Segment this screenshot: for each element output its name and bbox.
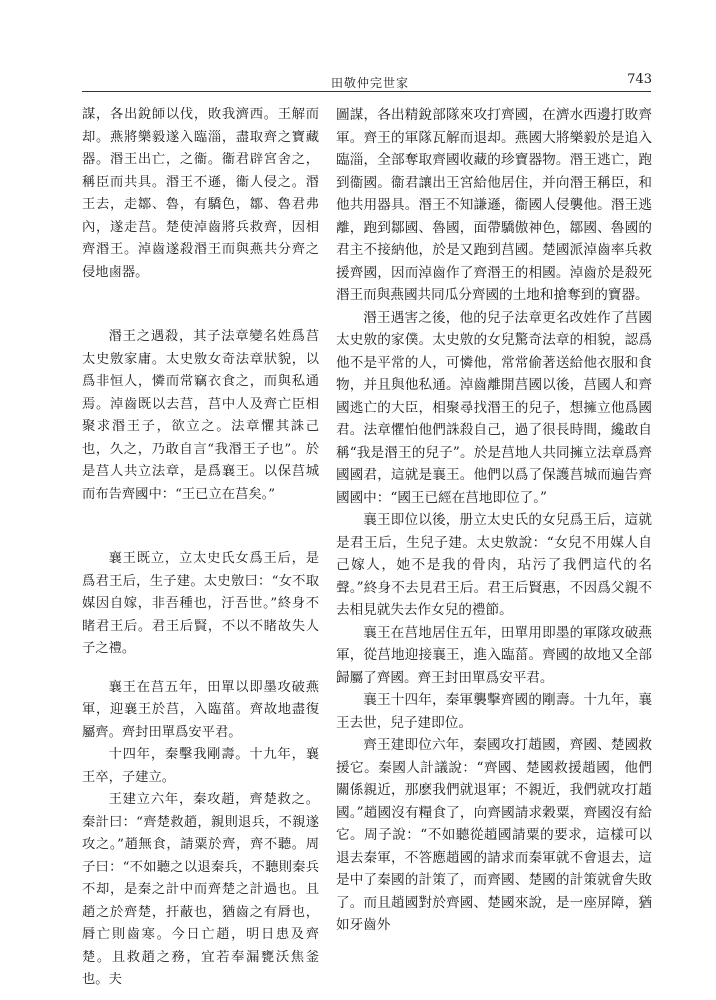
translation-paragraph-1: 圖謀，各出精銳部隊來攻打齊國，在濟水西邊打敗齊軍。齊王的軍隊瓦解而退却。燕國大將樂毅於是追入臨淄，全部奪取齊國收藏的珍寶器物。湣王逃亡，跑到衞國。衞君讓出王宮給他居住，并向湣王稱臣，和他共用器具。湣王不知謙遜，衞國人侵襲他。湣王逃離，跑到鄒國、魯國，面帶驕傲神色，鄒國、魯國的君主不接納他，於是又跑到莒國。楚國派淖齒率兵救援齊國，因而淖齒作了齊湣王的相國。淖齒於是殺死湣王而與燕國共同瓜分齊國的土地和搶奪到的寶器。 bbox=[336, 107, 652, 303]
translation-paragraph-4: 襄王在莒地居住五年，田單用即墨的軍隊攻破燕軍，從莒地迎接襄王，進入臨菑。齊國的故地又全部歸屬了齊國。齊王封田單爲安平君。 bbox=[336, 624, 652, 686]
page-number: 743 bbox=[627, 72, 652, 87]
classical-paragraph-2: 湣王之遇殺，其子法章變名姓爲莒太史敫家庸。太史敫女奇法章狀貌，以爲非恒人，憐而常竊衣食之，而與私通焉。淖齒既以去莒，莒中人及齊亡臣相聚求湣王子，欲立之。法章懼其誅己也，久之，乃敢自言“我湣王子也”。於是莒人共立法章，是爲襄王。以保莒城而布告齊國中：“王已立在莒矣。” bbox=[82, 329, 319, 502]
header-rule bbox=[82, 91, 651, 92]
classical-paragraph-4: 襄王在莒五年，田單以即墨攻破燕軍，迎襄王於莒，入臨菑。齊故地盡復屬齊。齊封田單爲安平君。 bbox=[82, 679, 319, 740]
classical-paragraph-5: 十四年，秦擊我剛壽。十九年，襄王卒，子建立。 bbox=[82, 747, 319, 785]
running-head-title: 田敬仲完世家 bbox=[330, 76, 409, 90]
classical-paragraph-1: 謀，各出銳師以伐，敗我濟西。王解而却。燕將樂毅遂入臨淄，盡取齊之寶藏器。湣王出亡，之衞。衞君辟宮舍之，稱臣而共具。湣王不遜，衞人侵之。湣王去，走鄒、魯，有驕色，鄒、魯君弗內，遂走莒。楚使淖齒將兵救齊，因相齊湣王。淖齒遂殺湣王而與燕共分齊之侵地鹵器。 bbox=[82, 107, 319, 280]
classical-text-column bbox=[82, 104, 319, 992]
classical-paragraph-6: 王建立六年，秦攻趙，齊楚救之。秦計曰：“齊楚救趙，親則退兵，不親遂攻之。”趙無食，請粟於齊，齊不聽。周子曰：“不如聽之以退秦兵，不聽則秦兵不却，是秦之計中而齊楚之計過也。且趙之於齊楚，扞蔽也，猶齒之有脣也，脣亡則齒寒。今日亡趙，明日患及齊楚。且救趙之務，宜若奉漏甕沃焦釜也。夫 bbox=[82, 792, 319, 987]
classical-paragraph-3: 襄王既立，立太史氏女爲王后，是爲君王后，生子建。太史敫曰：“女不取媒因自嫁，非吾種也，汙吾世。”終身不睹君王后。君王后賢，不以不睹故失人子之禮。 bbox=[82, 551, 319, 656]
translation-paragraph-6: 齊王建即位六年，秦國攻打趙國，齊國、楚國救援它。秦國人計議說：“齊國、楚國救援趙國，他們關係親近，那麽我們就退軍；不親近，我們就攻打趙國。”趙國沒有糧食了，向齊國請求穀粟，齊國沒有給它。周子說：“不如聽從趙國請粟的要求，這樣可以退去秦軍，不答應趙國的請求而秦軍就不會退去，這是中了秦國的計策了，而齊國、楚國的計策就會失敗了。而且趙國對於齊國、楚國來說，是一座屏障，猶如牙齒外 bbox=[336, 737, 652, 933]
translation-paragraph-5: 襄王十四年，秦軍襲擊齊國的剛壽。十九年，襄王去世，兒子建即位。 bbox=[336, 692, 652, 731]
translation-paragraph-2: 湣王遇害之後，他的兒子法章更名改姓作了莒國太史敫的家僕。太史敫的女兒驚奇法章的相貌，認爲他不是平常的人，可憐他，常常偷著送給他衣服和食物，并且與他私通。淖齒離開莒國以後，莒國人和齊國逃亡的大臣，相聚尋找湣王的兒子，想擁立他爲國君。法章懼怕他們誅殺自己，過了很長時間，纔敢自稱“我是湣王的兒子”。於是莒地人共同擁立法章爲齊國國君，這就是襄王。他們以爲了保護莒城而遍告齊國國中：“國王已經在莒地即位了。” bbox=[336, 309, 652, 506]
translation-paragraph-3: 襄王即位以後，册立太史氏的女兒爲王后，這就是君王后，生兒子建。太史敫說：“女兒不用媒人自己嫁人，她不是我的骨肉，玷污了我們這代的名聲。”終身不去見君王后。君王后賢惠，不因爲父親不去相見就失去作女兒的禮節。 bbox=[336, 512, 652, 618]
translation-column bbox=[336, 104, 652, 937]
paragraph-spacer bbox=[82, 506, 319, 548]
paragraph-spacer bbox=[82, 284, 319, 326]
